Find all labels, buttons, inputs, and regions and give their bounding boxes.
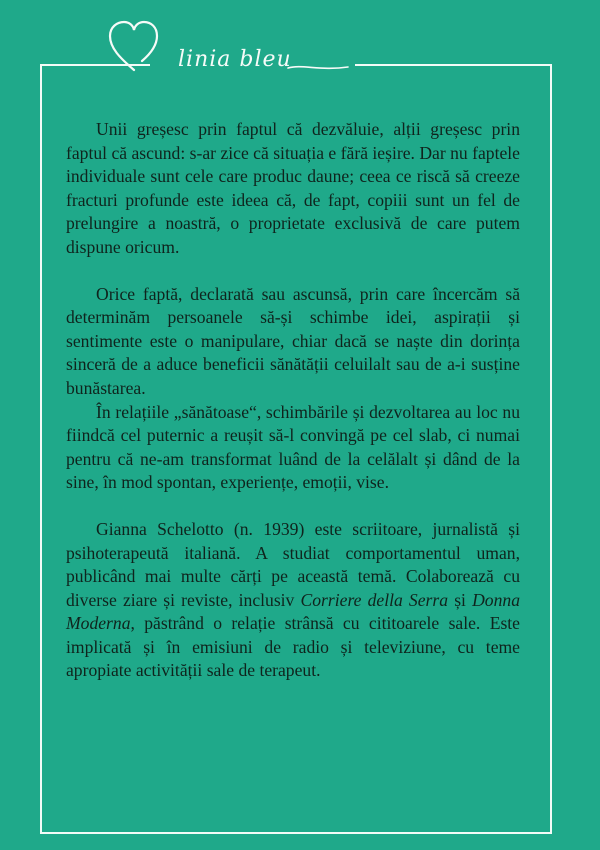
heart-outline-icon <box>104 16 164 76</box>
paragraph-healthy-relations: În relațiile „sănătoase“, schimbările și dezvoltarea au loc nu fiindcă cel puternic a reușit să-l convingă pe cel slab, ci numai pentru că ne-am transformat luând de la celălalt și dând de la sine, în mod spontan, experiențe, emoții, vise. <box>66 401 520 493</box>
paragraph-manipulation: Orice faptă, declarată sau ascunsă, prin care încercăm să determinăm persoanele să-și schimbe idei, aspirații și sentimente este o manipulare, chiar dacă se naște din dorința sinceră de a aduce beneficii sănătății celuilalt sau de a-i susține bunăstarea. <box>66 283 520 398</box>
bio-text-start: Gianna Schelotto (n. 1939) este scriitoare, jurnalistă și psihoterapeută italiană. A studiat comportamentul uman, publicând mai multe cărți pe această temă. Colaborează cu diverse ziare și reviste, inclusiv <box>66 518 520 610</box>
bio-text-end: , păstrând o relație strânsă cu cititoarele sale. Este implicată și în emisiuni de radio și televiziune, cu teme apropiate activității sale de terapeut. <box>66 613 520 681</box>
bio-text-and: și <box>448 589 473 610</box>
back-cover-text <box>66 118 520 683</box>
title-swoosh <box>286 62 350 72</box>
publication-donna-moderna: Donna Moderna <box>66 589 520 634</box>
publication-corriere: Corriere della Serra <box>300 589 449 610</box>
paragraph-author-bio <box>66 518 520 683</box>
series-title: linia bleu <box>178 47 292 72</box>
paragraph-intro: Unii greșesc prin faptul că dezvăluie, alții greșesc prin faptul că ascund: s-ar zice că situația e fără ieșire. Dar nu faptele individuale sunt cele care produc daune; ceea ce riscă să creeze fracturi profunde este ideea că, de fapt, copiii sunt un fel de prelungire a noastră, o proprietate exclusivă de care putem dispune oricum. <box>66 119 520 257</box>
